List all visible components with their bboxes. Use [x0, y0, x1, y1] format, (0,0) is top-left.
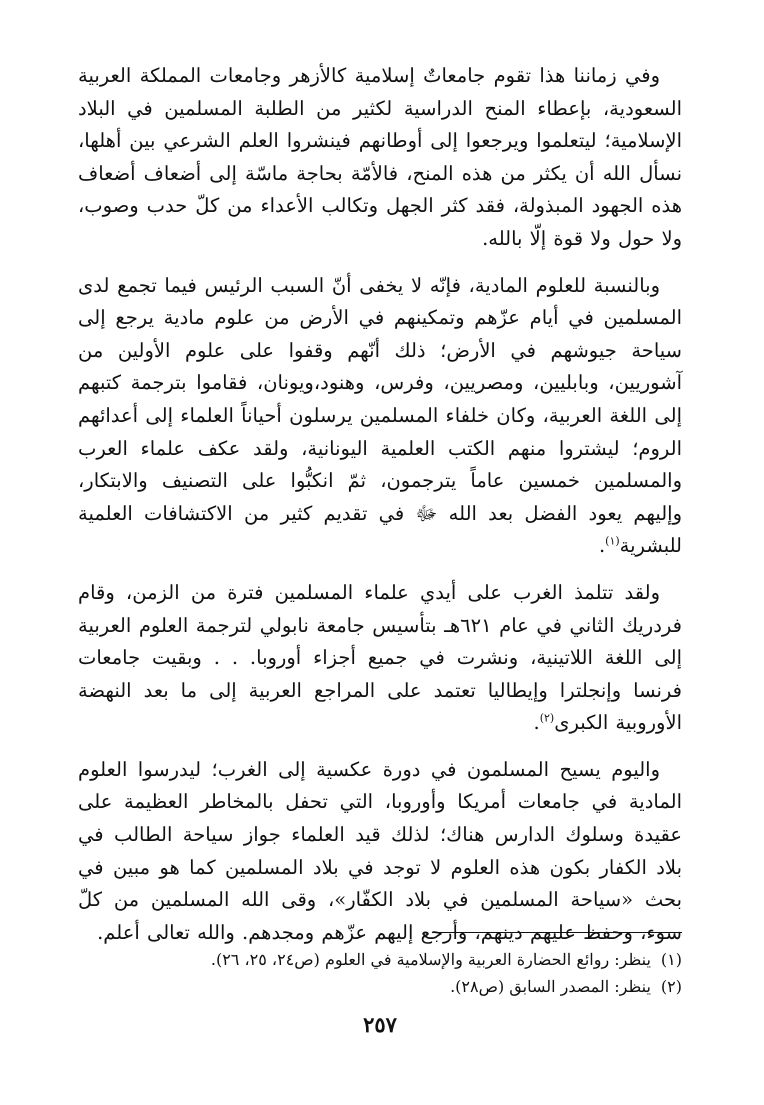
paragraph-3-text: ولقد تتلمذ الغرب على أيدي علماء المسلمين فترة من الزمن، وقام فردريك الثاني في عام ٦٢١هـ بتأسيس جامعة نابولي لترجمة العلوم العربية إلى اللغة اللاتينية، ونشرت في جميع أجزاء أوروبا. . . وبقيت جامعات فرنسا وإنجلترا وإيطاليا تعتمد على المراجع العربية إلى ما بعد النهضة الأوروبية الكبرى [78, 580, 682, 735]
footnote-reference-2[interactable]: (٢) [539, 711, 555, 725]
footnote-1-marker: (١) [660, 950, 682, 969]
paragraph-1 [78, 60, 682, 256]
paragraph-2-text: وبالنسبة للعلوم المادية، فإنّه لا يخفى أنّ السبب الرئيس فيما تجمع لدى المسلمين في أيام عزّهم وتمكينهم في الأرض من علوم مادية يرجع إلى سياحة جيوشهم في الأرض؛ ذلك أنّهم وقفوا على علوم الأولين من آشوريين، وبابليين، ومصريين، وفرس، وهنود،ويونان، فقاموا بترجمة كتبهم إلى اللغة العربية، وكان خلفاء المسلمين يرسلون أحياناً العلماء إلى أعدائهم الروم؛ ليشتروا منهم الكتب العلمية اليونانية، ولقد عكف علماء العرب والمسلمين خمسين عاماً يترجمون، ثمّ انكبُّوا على التصنيف والابتكار، وإليهم يعود الفضل بعد الله ﷻ في تقديم كثير من الاكتشافات العلمية للبشرية [78, 273, 682, 558]
paragraph-2-end: . [598, 534, 606, 558]
footnote-separator [432, 932, 682, 933]
footnote-1-text: ينظر: روائع الحضارة العربية والإسلامية في العلوم (ص٢٤، ٢٥، ٢٦). [210, 950, 651, 969]
book-page [78, 60, 682, 1105]
footnote-2-marker: (٢) [660, 977, 682, 996]
paragraph-2 [78, 270, 682, 563]
page-number: ٢٥٧ [363, 1012, 397, 1037]
footnotes [78, 946, 682, 1000]
main-text [78, 60, 682, 949]
footnote-1 [78, 946, 682, 973]
paragraph-3-end: . [533, 711, 540, 735]
footnote-2-text: ينظر: المصدر السابق (ص٢٨). [450, 977, 651, 996]
paragraph-3 [78, 577, 682, 740]
paragraph-1-text: وفي زماننا هذا تقوم جامعاتٌ إسلامية كالأزهر وجامعات المملكة العربية السعودية، بإعطاء المنح الدراسية لكثير من الطلبة المسلمين في البلاد الإسلامية؛ ليتعلموا ويرجعوا إلى أوطانهم فينشروا العلم الشرعي بين أهلها، نسأل الله أن يكثر من هذه المنح، فالأمّة بحاجة ماسّة إلى أضعاف أضعاف هذه الجهود المبذولة، فقد كثر الجهل وتكالب الأعداء من كلّ حدب وصوب، ولا حول ولا قوة إلّا بالله. [78, 64, 682, 250]
paragraph-4-text: واليوم يسيح المسلمون في دورة عكسية إلى الغرب؛ ليدرسوا العلوم المادية في جامعات أمريكا وأوروبا، التي تحفل بالمخاطر العظيمة على عقيدة وسلوك الدارس هناك؛ لذلك قيد العلماء جواز سياحة الطالب في بلاد الكفار بكون هذه العلوم لا توجد في بلاد المسلمين كما هو مبين في بحث «سياحة المسلمين في بلاد الكفّار»، وقى الله المسلمين من كلّ سوء، وحفظ عليهم دينهم، وأرجع إليهم عزّهم ومجدهم. والله تعالى أعلم. [78, 757, 682, 944]
paragraph-4 [78, 754, 682, 950]
footnote-reference-1[interactable]: (١) [605, 534, 620, 548]
footnote-2 [78, 973, 682, 1000]
